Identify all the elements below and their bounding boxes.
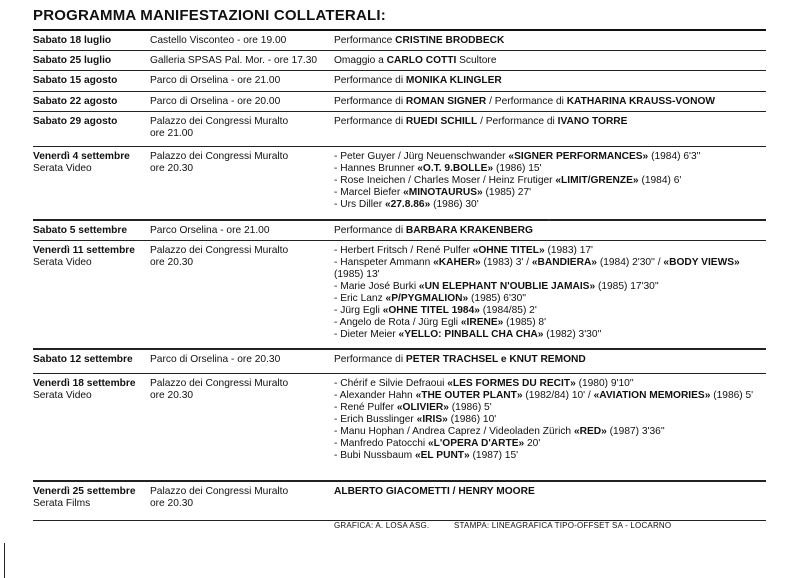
event-place: Palazzo dei Congressi Muralto ore 20.30 — [150, 245, 289, 268]
list-item: - Chérif e Silvie Defraoui «LES FORMES DU RECIT» (1980) 9'10'' — [334, 378, 634, 389]
performer-name: CARLO COTTI — [386, 55, 457, 66]
event-date: Venerdì 11 settembre Serata Video — [33, 245, 135, 268]
event-description: Performance di MONIKA KLINGLER — [334, 75, 502, 86]
event-date: Sabato 29 agosto — [33, 116, 118, 127]
list-item: - Herbert Fritsch / René Pulfer «OHNE TITEL» (1983) 17' — [334, 245, 593, 256]
event-place: Parco di Orselina - ore 20.00 — [150, 96, 281, 107]
list-item: - Eric Lanz «P/PYGMALION» (1985) 6'30'' — [334, 293, 527, 304]
list-item: - Erich Busslinger «IRIS» (1986) 10' — [334, 414, 497, 425]
performer-name: CRISTINE BRODBECK — [395, 35, 505, 46]
performer-name: PETER TRACHSEL e KNUT REMOND — [405, 354, 586, 365]
table-row — [33, 92, 766, 112]
event-date: Venerdì 18 settembre Serata Video — [33, 378, 136, 401]
table-row — [33, 221, 766, 241]
list-item: - Alexander Hahn «THE OUTER PLANT» (1982/84) 10' / «AVIATION MEMORIES» (1986) 5' — [334, 390, 754, 401]
event-place: Parco Orselina - ore 21.00 — [150, 225, 270, 236]
event-date: Sabato 22 agosto — [33, 96, 118, 107]
print-speck — [548, 219, 550, 221]
page-title: PROGRAMMA MANIFESTAZIONI COLLATERALI: — [33, 7, 386, 24]
event-description: Omaggio a CARLO COTTI Scultore — [334, 55, 497, 66]
performer-name: ROMAN SIGNER — [405, 96, 487, 107]
list-item: - Angelo de Rota / Jürg Egli «IRENE» (1985) 8' — [334, 317, 547, 328]
list-item: - Marcel Biefer «MINOTAURUS» (1985) 27' — [334, 187, 532, 198]
list-item: - Bubi Nussbaum «EL PUNT» (1987) 15' — [334, 450, 519, 461]
list-item: - Peter Guyer / Jürg Neuenschwander «SIGNER PERFORMANCES» (1984) 6'3'' — [334, 151, 701, 162]
table-row — [33, 350, 766, 374]
performer-name: KATHARINA KRAUSS-VONOW — [566, 96, 715, 107]
table-row — [33, 112, 766, 147]
table-row — [33, 31, 766, 51]
event-place: Castello Visconteo - ore 19.00 — [150, 35, 287, 46]
table-row — [33, 147, 766, 221]
list-item: - René Pulfer «OLIVIER» (1986) 5' — [334, 402, 492, 413]
list-item: - Marie José Burki «UN ELEPHANT N'OUBLIE JAMAIS» (1985) 17'30'' — [334, 281, 659, 292]
table-row — [33, 482, 766, 521]
performer-name: RUEDI SCHILL — [405, 116, 478, 127]
footer-stampa: STAMPA: LINEAGRAFICA TIPO-OFFSET SA - LOCARNO — [454, 521, 672, 530]
event-description: Performance di RUEDI SCHILL / Performance di IVANO TORRE — [334, 116, 628, 127]
list-item: - Manfredo Patocchi «L'OPERA D'ARTE» 20' — [334, 438, 541, 449]
list-item: - Rose Ineichen / Charles Moser / Heinz Frutiger «LIMIT/GRENZE» (1984) 6' — [334, 175, 682, 186]
event-date: Sabato 18 luglio — [33, 35, 112, 46]
table-row — [33, 374, 766, 482]
event-date: Venerdì 4 settembre Serata Video — [33, 151, 130, 174]
event-description: Performance di ROMAN SIGNER / Performance di KATHARINA KRAUSS-VONOW — [334, 96, 715, 107]
list-item: - Hanspeter Ammann «KAHER» (1983) 3' / «BANDIERA» (1984) 2'30'' / «BODY VIEWS» (1985) 13' — [334, 257, 740, 280]
event-date: Sabato 12 settembre — [33, 354, 133, 365]
performer-name: BARBARA KRAKENBERG — [405, 225, 533, 236]
list-item: - Urs Diller «27.8.86» (1986) 30' — [334, 199, 479, 210]
video-list — [334, 245, 766, 341]
event-place: Palazzo dei Congressi Muralto ore 20.30 — [150, 378, 289, 401]
event-date: Sabato 25 luglio — [33, 55, 112, 66]
event-place: Palazzo dei Congressi Muralto ore 20.30 — [150, 151, 289, 174]
event-description: Performance CRISTINE BRODBECK — [334, 35, 505, 46]
table-row — [33, 51, 766, 71]
edge-mark — [4, 543, 5, 578]
event-place: Galleria SPSAS Pal. Mor. - ore 17.30 — [150, 55, 318, 66]
video-list — [334, 151, 766, 211]
performer-name: IVANO TORRE — [557, 116, 628, 127]
event-place: Palazzo dei Congressi Muralto ore 20.30 — [150, 486, 289, 509]
performer-name: ALBERTO GIACOMETTI / HENRY MOORE — [334, 486, 535, 497]
event-date: Sabato 5 settembre — [33, 225, 127, 236]
table-row — [33, 71, 766, 92]
event-date: Venerdì 25 settembre Serata Films — [33, 486, 136, 509]
event-place: Palazzo dei Congressi Muralto ore 21.00 — [150, 116, 289, 139]
list-item: - Hannes Brunner «O.T. 9.BOLLE» (1986) 15' — [334, 163, 542, 174]
event-description: Performance di PETER TRACHSEL e KNUT REMOND — [334, 354, 586, 365]
event-date: Sabato 15 agosto — [33, 75, 118, 86]
table-row — [33, 241, 766, 350]
performer-name: MONIKA KLINGLER — [405, 75, 502, 86]
footer-grafica: GRAFICA: A. LOSA ASG. — [334, 521, 430, 530]
video-list — [334, 378, 766, 462]
list-item: - Manu Hophan / Andrea Caprez / Videoladen Zürich «RED» (1987) 3'36'' — [334, 426, 665, 437]
schedule-table — [33, 29, 766, 521]
event-description: Performance di BARBARA KRAKENBERG — [334, 225, 533, 236]
list-item: - Jürg Egli «OHNE TITEL 1984» (1984/85) 2' — [334, 305, 537, 316]
event-place: Parco di Orselina - ore 21.00 — [150, 75, 281, 86]
event-place: Parco di Orselina - ore 20.30 — [150, 354, 281, 365]
list-item: - Dieter Meier «YELLO: PINBALL CHA CHA» (1982) 3'30'' — [334, 329, 602, 340]
